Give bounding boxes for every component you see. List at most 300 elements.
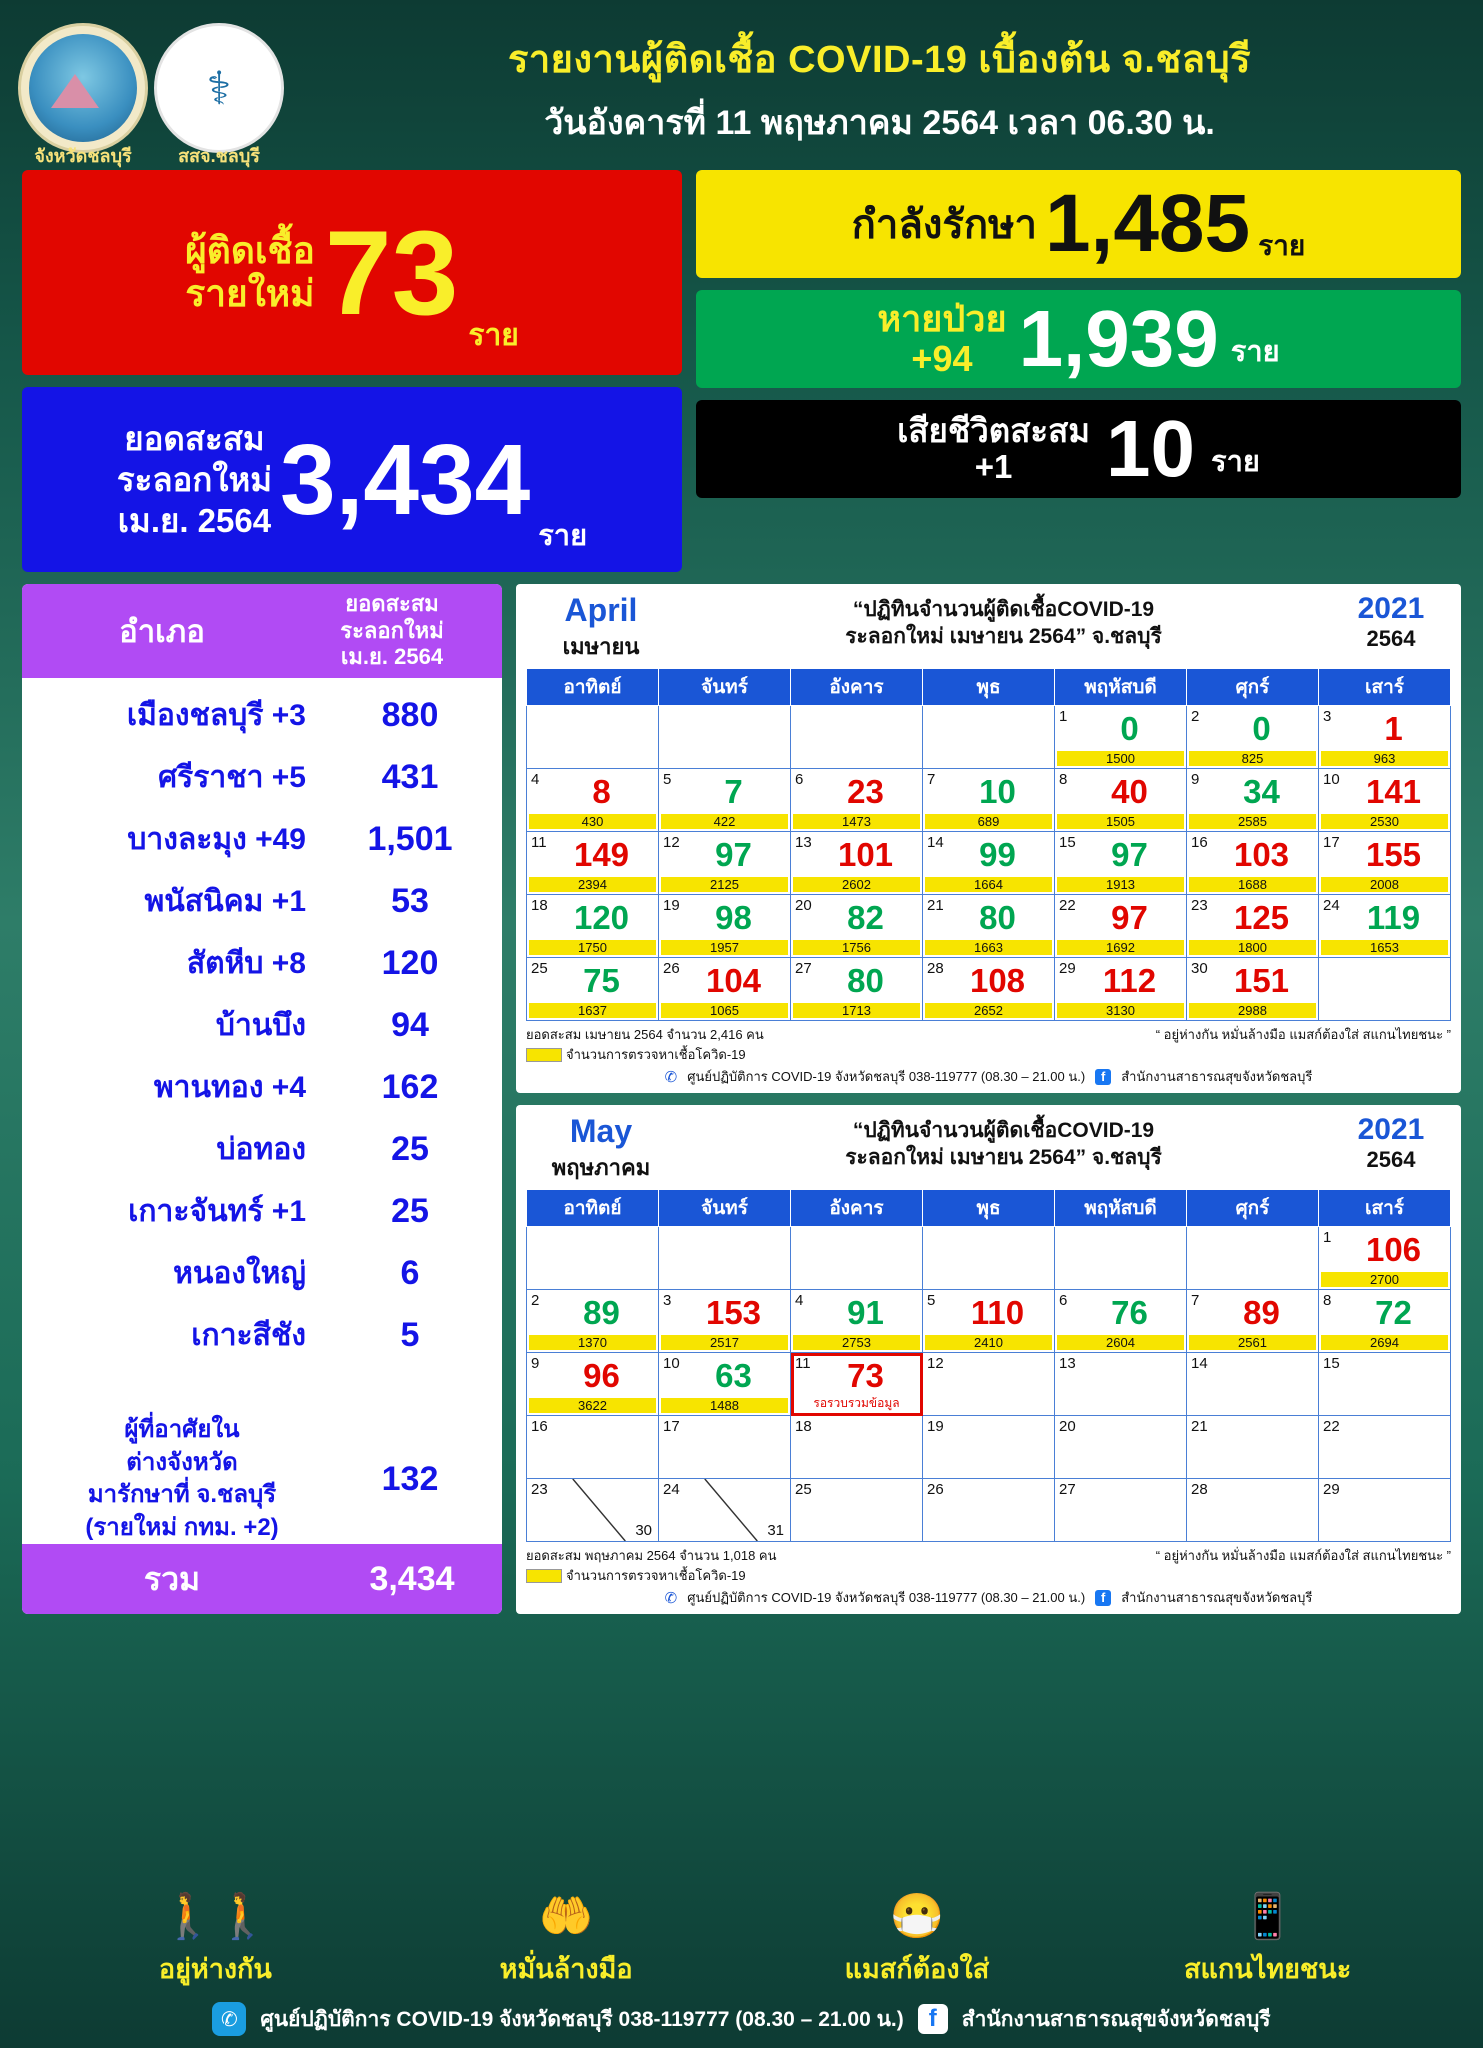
weekday-header: จันทร์ xyxy=(659,1190,791,1227)
district-row xyxy=(22,684,502,746)
calendar-month-en: May xyxy=(569,1113,633,1149)
calendar-day-cell[interactable] xyxy=(791,1227,923,1290)
district-table-header xyxy=(22,584,502,678)
day-number: 1 xyxy=(1323,1229,1332,1246)
calendar-day-cell[interactable] xyxy=(1055,1479,1187,1542)
calendar-year-ce: 2021 xyxy=(1357,592,1425,625)
phone-icon: ✆ xyxy=(212,2002,246,2036)
district-row xyxy=(22,1118,502,1180)
district-header-right-line2: ระลอกใหม่ xyxy=(340,617,444,643)
day-number: 11 xyxy=(795,1355,811,1372)
footer-contact-bar xyxy=(0,1994,1483,2048)
calendar-title-line2: ระลอกใหม่ เมษายน 2564” จ.ชลบุรี xyxy=(845,625,1162,649)
calendar-day-cell[interactable] xyxy=(1055,832,1187,895)
district-name: เมืองชลบุรี +3 xyxy=(126,698,306,732)
mask-icon: 😷 xyxy=(889,1892,945,1941)
out-of-province-line1: ผู้ที่อาศัยใน xyxy=(124,1416,240,1444)
calendar-day-cell[interactable] xyxy=(1319,832,1451,895)
day-test-count: 1800 xyxy=(1189,940,1316,955)
facebook-icon[interactable]: f xyxy=(918,2004,948,2034)
district-value: 880 xyxy=(381,695,439,734)
out-of-province-value: 132 xyxy=(381,1459,439,1498)
prevention-item-label: แมสก์ต้องใส่ xyxy=(844,1954,990,1984)
day-number: 22 xyxy=(1323,1418,1340,1435)
new-cases-label-line1: ผู้ติดเชื้อ xyxy=(185,229,315,271)
calendar-day-cell[interactable] xyxy=(1187,769,1319,832)
weekday-header: พฤหัสบดี xyxy=(1055,1190,1187,1227)
day-number: 29 xyxy=(1059,960,1076,977)
weekday-header: จันทร์ xyxy=(659,669,791,706)
day-test-count: 2694 xyxy=(1321,1335,1448,1350)
district-value: 1,501 xyxy=(367,819,453,858)
calendar-day-cell[interactable] xyxy=(527,1227,659,1290)
deaths-delta: +1 xyxy=(974,448,1013,485)
day-test-count: 2517 xyxy=(661,1335,788,1350)
day-test-count: 2561 xyxy=(1189,1335,1316,1350)
footer-facebook-text: สำนักงานสาธารณสุขจังหวัดชลบุรี xyxy=(961,2007,1271,2031)
calendar-day-cell[interactable] xyxy=(1187,895,1319,958)
calendar-day-cell[interactable] xyxy=(1055,1353,1187,1416)
deaths-unit: ราย xyxy=(1211,446,1260,478)
calendar-day-cell[interactable] xyxy=(659,769,791,832)
day-case-count: 108 xyxy=(969,962,1026,999)
treating-box xyxy=(696,170,1461,278)
day-number: 6 xyxy=(795,771,804,788)
calendar-day-cell[interactable] xyxy=(923,1479,1055,1542)
calendar-title xyxy=(676,592,1331,651)
district-name: หนองใหญ่ xyxy=(173,1256,306,1290)
day-number: 17 xyxy=(663,1418,680,1435)
day-test-count: 2602 xyxy=(793,877,920,892)
calendar-day-cell[interactable] xyxy=(527,1416,659,1479)
calendar-day-cell[interactable] xyxy=(527,1290,659,1353)
calendar-day-cell[interactable] xyxy=(659,832,791,895)
district-name: สัตหีบ +8 xyxy=(186,946,306,980)
calendar-day-cell[interactable] xyxy=(923,1290,1055,1353)
day-test-count: 1688 xyxy=(1189,877,1316,892)
calendar-month-th: เมษายน xyxy=(562,634,640,659)
day-test-count: 1370 xyxy=(529,1335,656,1350)
calendar-day-cell[interactable] xyxy=(527,895,659,958)
day-number: 24 xyxy=(663,1481,680,1498)
calendar-footnotes xyxy=(526,1025,1111,1064)
day-number: 9 xyxy=(1191,771,1200,788)
district-value: 6 xyxy=(400,1253,420,1292)
district-list xyxy=(22,678,502,1400)
day-case-count: 110 xyxy=(970,1294,1025,1331)
calendar-day-cell[interactable] xyxy=(1187,1290,1319,1353)
calendar-month-th: พฤษภาคม xyxy=(551,1155,651,1180)
prevention-item xyxy=(426,1887,706,1990)
deaths-box xyxy=(696,400,1461,498)
weekday-header: อาทิตย์ xyxy=(527,1190,659,1227)
calendar-day-cell[interactable] xyxy=(1319,1290,1451,1353)
calendar-day-cell[interactable] xyxy=(527,769,659,832)
day-test-count: 2988 xyxy=(1189,1003,1316,1018)
handwash-icon: 🤲 xyxy=(538,1892,594,1941)
day-number: 10 xyxy=(663,1355,680,1372)
phone-icon: ✆ xyxy=(664,1589,678,1607)
calendar-day-cell[interactable] xyxy=(1187,1227,1319,1290)
day-number: 5 xyxy=(663,771,672,788)
calendar-day-cell[interactable] xyxy=(527,1353,659,1416)
day-number-second: 31 xyxy=(767,1522,784,1539)
calendar-day-cell[interactable] xyxy=(791,769,923,832)
day-number: 25 xyxy=(531,960,548,977)
weekday-header: เสาร์ xyxy=(1319,1190,1451,1227)
report-datetime: วันอังคารที่ 11 พฤษภาคม 2564 เวลา 06.30 น. xyxy=(544,103,1215,142)
day-note: รอรวบรวมข้อมูล xyxy=(813,1396,900,1410)
day-test-count: 3622 xyxy=(529,1398,656,1413)
day-number: 29 xyxy=(1323,1481,1340,1498)
calendar-day-cell[interactable] xyxy=(923,1416,1055,1479)
calendar-day-cell[interactable] xyxy=(923,958,1055,1021)
recovered-label: หายป่วย xyxy=(877,298,1007,340)
day-case-count: 97 xyxy=(715,836,752,873)
district-table xyxy=(22,584,502,1614)
district-row xyxy=(22,808,502,870)
calendar-day-cell[interactable] xyxy=(1187,958,1319,1021)
calendar-day-cell[interactable] xyxy=(659,895,791,958)
day-test-count: 430 xyxy=(529,814,656,829)
day-test-count: 963 xyxy=(1321,751,1448,766)
day-test-count: 2125 xyxy=(661,877,788,892)
new-cases-value: 73 xyxy=(324,205,459,340)
calendar-day-cell[interactable] xyxy=(1319,706,1451,769)
district-header-right-line1: ยอดสะสม xyxy=(345,590,439,616)
day-case-count: 101 xyxy=(837,836,894,873)
day-case-count: 80 xyxy=(847,962,884,999)
district-value: 25 xyxy=(391,1191,429,1230)
day-test-count: 2410 xyxy=(925,1335,1052,1350)
calendar-day-cell[interactable] xyxy=(1055,1227,1187,1290)
phone-icon: ✆ xyxy=(664,1068,678,1086)
day-case-count: 112 xyxy=(1102,962,1157,999)
calendar-day-cell[interactable] xyxy=(791,1479,923,1542)
district-value: 431 xyxy=(381,757,439,796)
day-case-count: 80 xyxy=(979,899,1016,936)
facebook-icon[interactable]: f xyxy=(1095,1590,1111,1606)
day-test-count: 1505 xyxy=(1057,814,1184,829)
calendar-day-cell[interactable] xyxy=(791,706,923,769)
day-number: 6 xyxy=(1059,1292,1068,1309)
day-test-count: 1913 xyxy=(1057,877,1184,892)
day-case-count: 23 xyxy=(847,773,884,810)
calendar-day-cell[interactable] xyxy=(923,832,1055,895)
day-number: 1 xyxy=(1059,708,1068,725)
prevention-item-label: อยู่ห่างกัน xyxy=(158,1954,272,1984)
weekday-header: เสาร์ xyxy=(1319,669,1451,706)
calendar-day-cell[interactable] xyxy=(1187,832,1319,895)
day-test-count: 1500 xyxy=(1057,751,1184,766)
calendar-month-en: April xyxy=(564,592,638,628)
calendar-day-cell[interactable] xyxy=(923,706,1055,769)
district-value: 162 xyxy=(381,1067,439,1106)
day-case-count: 96 xyxy=(583,1357,620,1394)
accumulated-label-line3: เม.ย. 2564 xyxy=(117,502,272,540)
district-name: ศรีราชา +5 xyxy=(158,760,306,794)
chonburi-province-logo xyxy=(18,23,148,166)
calendar-day-cell[interactable] xyxy=(791,958,923,1021)
day-test-count: 1692 xyxy=(1057,940,1184,955)
day-test-count: 689 xyxy=(925,814,1052,829)
day-case-count: 89 xyxy=(1243,1294,1280,1331)
treating-value: 1,485 xyxy=(1044,178,1251,269)
district-value: 53 xyxy=(391,881,429,920)
day-case-count: 151 xyxy=(1233,962,1290,999)
prevention-item xyxy=(1128,1887,1408,1990)
day-number: 27 xyxy=(1059,1481,1076,1498)
day-number: 7 xyxy=(1191,1292,1200,1309)
calendar-day-cell[interactable] xyxy=(659,1479,791,1542)
district-row xyxy=(22,870,502,932)
calendar-day-cell[interactable] xyxy=(1319,958,1451,1021)
district-name: บ่อทอง xyxy=(216,1132,306,1166)
summary-stats xyxy=(0,170,1483,572)
calendar-day-cell[interactable] xyxy=(1319,769,1451,832)
day-number: 21 xyxy=(927,897,944,914)
prevention-item-label: หมั่นล้างมือ xyxy=(499,1954,633,1984)
day-case-count: 63 xyxy=(715,1357,752,1394)
test-legend-label: จำนวนการตรวจหาเชื้อโควิด-19 xyxy=(566,1567,746,1583)
calendar-day-cell[interactable] xyxy=(1055,1290,1187,1353)
day-number: 13 xyxy=(795,834,812,851)
recovered-delta: +94 xyxy=(911,338,973,379)
sso-logo-caption: สสจ.ชลบุรี xyxy=(178,146,260,166)
calendar-day-cell[interactable] xyxy=(1055,895,1187,958)
calendar-day-cell[interactable] xyxy=(1187,1353,1319,1416)
new-cases-unit: ราย xyxy=(468,319,519,352)
day-case-count: 8 xyxy=(592,773,611,810)
day-number: 12 xyxy=(927,1355,944,1372)
day-case-count: 153 xyxy=(705,1294,762,1331)
calendar-contact-phone: ศูนย์ปฏิบัติการ COVID-19 จังหวัดชลบุรี 038-119777 (08.30 – 21.00 น.) xyxy=(687,1590,1086,1605)
day-case-count: 125 xyxy=(1233,899,1290,936)
calendar-day-cell[interactable] xyxy=(1319,1353,1451,1416)
prevention-item xyxy=(75,1887,355,1990)
calendar-day-cell[interactable] xyxy=(527,958,659,1021)
district-total-row xyxy=(22,1544,502,1614)
calendar-day-cell[interactable] xyxy=(659,1353,791,1416)
day-test-count: 1663 xyxy=(925,940,1052,955)
district-header-right-line3: เม.ย. 2564 xyxy=(340,644,444,670)
day-case-count: 0 xyxy=(1252,710,1271,747)
day-test-count: 1473 xyxy=(793,814,920,829)
recovered-value: 1,939 xyxy=(1018,294,1219,383)
out-of-province-row xyxy=(22,1400,502,1544)
day-number: 11 xyxy=(531,834,547,851)
day-number: 20 xyxy=(1059,1418,1076,1435)
day-number: 13 xyxy=(1059,1355,1076,1372)
day-number: 30 xyxy=(1191,960,1208,977)
facebook-icon[interactable]: f xyxy=(1095,1069,1111,1085)
day-number-second: 30 xyxy=(635,1522,652,1539)
district-row xyxy=(22,1056,502,1118)
day-case-count: 97 xyxy=(1111,836,1148,873)
day-number: 24 xyxy=(1323,897,1340,914)
caduceus-icon: ⚕ xyxy=(165,34,273,142)
calendar-day-cell[interactable] xyxy=(659,1416,791,1479)
day-number: 4 xyxy=(795,1292,804,1309)
district-value: 5 xyxy=(400,1315,420,1354)
calendar-day-cell[interactable] xyxy=(1055,706,1187,769)
test-legend-swatch xyxy=(526,1569,562,1583)
calendar-day-cell[interactable] xyxy=(923,895,1055,958)
weekday-header: ศุกร์ xyxy=(1187,1190,1319,1227)
day-test-count: 2394 xyxy=(529,877,656,892)
day-number: 19 xyxy=(927,1418,944,1435)
day-test-count: 1713 xyxy=(793,1003,920,1018)
new-cases-label-line2: รายใหม่ xyxy=(185,272,315,314)
day-number: 2 xyxy=(1191,708,1200,725)
day-test-count: 1957 xyxy=(661,940,788,955)
day-case-count: 40 xyxy=(1111,773,1148,810)
calendar-day-cell[interactable] xyxy=(1055,1416,1187,1479)
calendar-month xyxy=(526,592,676,664)
calendar-day-cell[interactable] xyxy=(1319,1479,1451,1542)
day-test-count: 1750 xyxy=(529,940,656,955)
calendar-slogan: “ อยู่ห่างกัน หมั่นล้างมือ แมสก์ต้องใส่ สแกนไทยชนะ ” xyxy=(1155,1027,1451,1042)
day-number: 28 xyxy=(1191,1481,1208,1498)
day-number: 3 xyxy=(663,1292,672,1309)
recovered-unit: ราย xyxy=(1230,336,1280,368)
weekday-header: อาทิตย์ xyxy=(527,669,659,706)
calendar-day-cell[interactable] xyxy=(659,958,791,1021)
calendar-title-line1: “ปฏิทินจำนวนผู้ติดเชื้อCOVID-19 xyxy=(852,598,1155,621)
day-number: 8 xyxy=(1323,1292,1332,1309)
deaths-value: 10 xyxy=(1106,404,1195,493)
weekday-header: พุธ xyxy=(923,1190,1055,1227)
calendar-day-cell[interactable] xyxy=(527,832,659,895)
calendar-day-cell[interactable] xyxy=(659,1290,791,1353)
district-row xyxy=(22,1180,502,1242)
calendar-day-cell[interactable] xyxy=(923,1227,1055,1290)
day-number: 26 xyxy=(927,1481,944,1498)
calendar-contact-phone: ศูนย์ปฏิบัติการ COVID-19 จังหวัดชลบุรี 038-119777 (08.30 – 21.00 น.) xyxy=(687,1069,1086,1084)
deaths-label: เสียชีวิตสะสม xyxy=(897,411,1091,449)
calendar-day-cell[interactable] xyxy=(791,832,923,895)
recovered-box xyxy=(696,290,1461,388)
calendar-day-cell[interactable] xyxy=(791,895,923,958)
calendar-day-cell[interactable] xyxy=(1187,706,1319,769)
out-of-province-line3: มารักษาที่ จ.ชลบุรี xyxy=(87,1481,277,1509)
calendar-day-cell[interactable] xyxy=(791,1416,923,1479)
calendar-column xyxy=(516,584,1461,1614)
header-text xyxy=(284,28,1465,149)
calendar-day-cell[interactable] xyxy=(1187,1416,1319,1479)
ministry-of-public-health-logo xyxy=(154,23,284,166)
day-case-count: 120 xyxy=(573,899,630,936)
accumulated-unit: ราย xyxy=(538,520,588,552)
prevention-item xyxy=(777,1887,1057,1990)
district-row xyxy=(22,746,502,808)
day-number: 26 xyxy=(663,960,680,977)
day-case-count: 106 xyxy=(1365,1231,1422,1268)
day-test-count: 2604 xyxy=(1057,1335,1184,1350)
out-of-province-line2: ต่างจังหวัด xyxy=(126,1448,238,1476)
day-number: 7 xyxy=(927,771,936,788)
calendar-day-cell[interactable] xyxy=(1319,1227,1451,1290)
calendar-year-ce: 2021 xyxy=(1357,1113,1425,1146)
day-test-count: 2585 xyxy=(1189,814,1316,829)
test-legend-swatch xyxy=(526,1048,562,1062)
day-number: 17 xyxy=(1323,834,1340,851)
calendar-day-cell[interactable] xyxy=(1055,958,1187,1021)
day-test-count: 2700 xyxy=(1321,1272,1448,1287)
calendar-title-line2: ระลอกใหม่ เมษายน 2564” จ.ชลบุรี xyxy=(845,1146,1162,1170)
calendar-year xyxy=(1331,1113,1451,1173)
day-case-count: 0 xyxy=(1120,710,1139,747)
header xyxy=(0,0,1483,170)
calendar-day-cell[interactable] xyxy=(1319,1416,1451,1479)
calendar-day-cell[interactable] xyxy=(923,1353,1055,1416)
district-name: เกาะสีชัง xyxy=(191,1318,306,1352)
calendar-year-be: 2564 xyxy=(1366,1147,1416,1172)
calendar-day-cell[interactable] xyxy=(527,706,659,769)
day-number: 21 xyxy=(1191,1418,1208,1435)
day-test-count: 1756 xyxy=(793,940,920,955)
day-number: 28 xyxy=(927,960,944,977)
calendar-day-cell[interactable] xyxy=(791,1353,923,1416)
district-header-label: อำเภอ xyxy=(119,614,205,649)
day-test-count: 1488 xyxy=(661,1398,788,1413)
day-number: 19 xyxy=(663,897,680,914)
calendar-day-cell[interactable] xyxy=(1187,1479,1319,1542)
prevention-guidelines xyxy=(0,1881,1483,1994)
calendar-day-cell[interactable] xyxy=(923,769,1055,832)
day-number: 27 xyxy=(795,960,812,977)
calendar-year-be: 2564 xyxy=(1366,626,1416,651)
calendar-year xyxy=(1331,592,1451,652)
day-case-count: 103 xyxy=(1233,836,1290,873)
day-number: 23 xyxy=(1191,897,1208,914)
calendar-day-cell[interactable] xyxy=(1055,769,1187,832)
day-test-count: 2652 xyxy=(925,1003,1052,1018)
calendar-day-cell[interactable] xyxy=(527,1479,659,1542)
day-case-count: 97 xyxy=(1111,899,1148,936)
day-number: 5 xyxy=(927,1292,936,1309)
day-test-count: 422 xyxy=(661,814,788,829)
day-test-count: 2753 xyxy=(793,1335,920,1350)
accumulated-value: 3,434 xyxy=(279,423,531,536)
prevention-item-label: สแกนไทยชนะ xyxy=(1184,1954,1352,1984)
day-test-count: 1664 xyxy=(925,877,1052,892)
district-value: 120 xyxy=(381,943,439,982)
day-case-count: 76 xyxy=(1111,1294,1148,1331)
day-number: 9 xyxy=(531,1355,540,1372)
accumulated-label-line1: ยอดสะสม xyxy=(124,419,265,457)
day-number: 23 xyxy=(531,1481,548,1498)
weekday-header: พุธ xyxy=(923,669,1055,706)
day-number: 16 xyxy=(531,1418,548,1435)
calendar-day-cell[interactable] xyxy=(659,1227,791,1290)
chonburi-logo-caption: จังหวัดชลบุรี xyxy=(34,146,132,166)
day-number: 4 xyxy=(531,771,540,788)
day-number: 18 xyxy=(531,897,548,914)
distancing-icon: 🚶🚶 xyxy=(160,1892,271,1941)
day-case-count: 73 xyxy=(847,1357,884,1394)
calendar-month-total: ยอดสะสม เมษายน 2564 จำนวน 2,416 คน xyxy=(526,1027,764,1042)
page-title: รายงานผู้ติดเชื้อ COVID-19 เบื้องต้น จ.ชลบุรี xyxy=(507,38,1252,81)
day-case-count: 10 xyxy=(979,773,1016,810)
district-name: พนัสนิคม +1 xyxy=(144,884,306,918)
day-case-count: 155 xyxy=(1365,836,1422,873)
calendar-day-cell[interactable] xyxy=(791,1290,923,1353)
calendar-day-cell[interactable] xyxy=(659,706,791,769)
day-number: 3 xyxy=(1323,708,1332,725)
day-number: 22 xyxy=(1059,897,1076,914)
calendar-day-cell[interactable] xyxy=(1319,895,1451,958)
